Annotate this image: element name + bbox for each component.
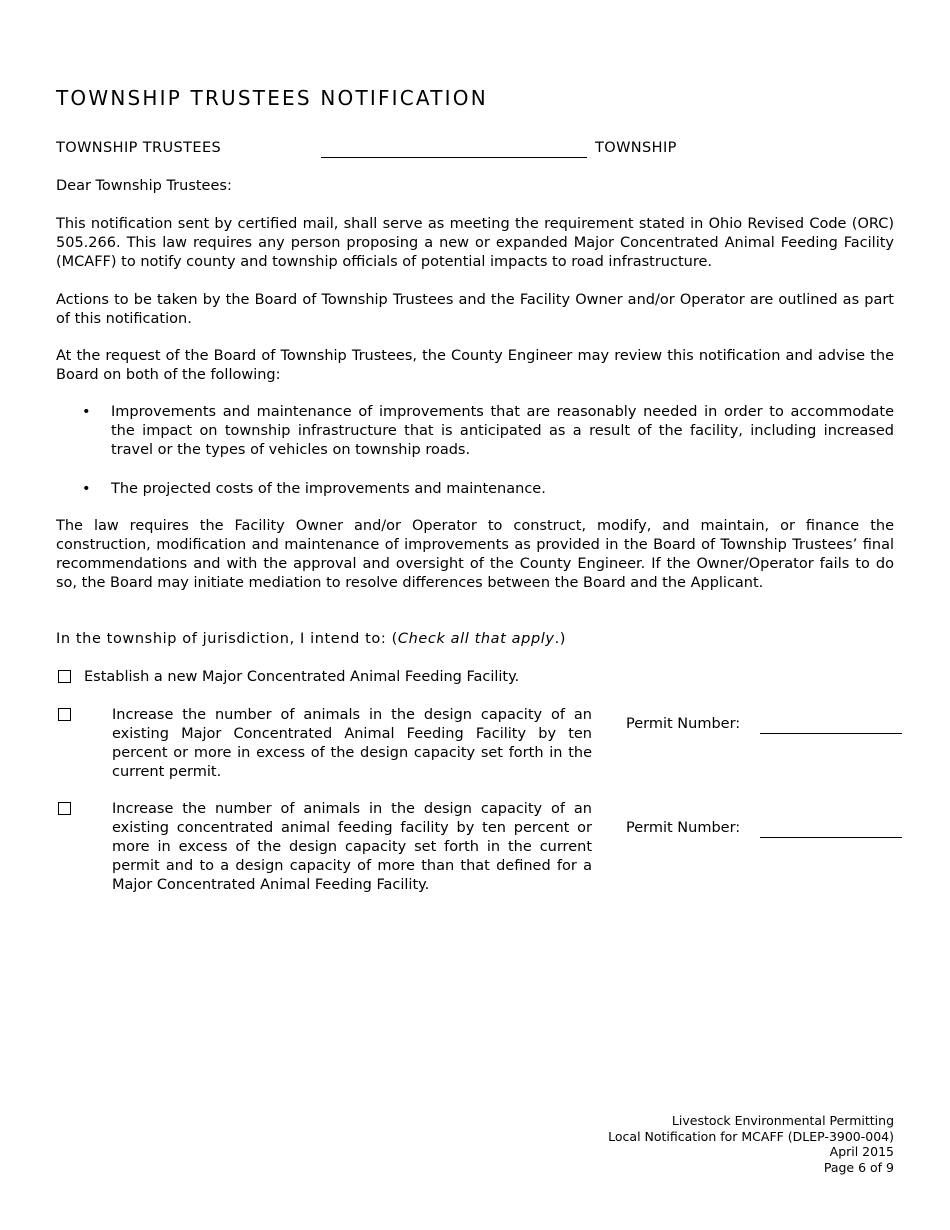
salutation: Dear Township Trustees: — [56, 178, 232, 194]
paragraph-actions: Actions to be taken by the Board of Township Trustees and the Facility Owner and/or Operator are outlined as part of this notification. — [56, 292, 894, 327]
footer-page-number: Page 6 of 9 — [823, 1159, 894, 1175]
township-label: TOWNSHIP — [595, 140, 677, 156]
intent-statement — [56, 630, 566, 649]
footer-program: Livestock Environmental Permitting — [671, 1113, 894, 1128]
bullet-icon: • — [82, 481, 91, 497]
checkbox-new-mcaff[interactable] — [58, 670, 71, 683]
intent-prefix: In the township of jurisdiction, I intend to: ( — [56, 631, 398, 647]
footer-date: April 2015 — [829, 1144, 894, 1159]
page-footer — [608, 1113, 894, 1175]
footer-form-name: Local Notification for MCAFF (DLEP-3900-004) — [608, 1128, 894, 1144]
intent-instruction: Check all that apply — [397, 631, 555, 647]
township-trustees-row — [56, 139, 896, 159]
checkbox-increase-mcaff[interactable] — [58, 708, 71, 721]
checkbox-increase-caff[interactable] — [58, 802, 71, 815]
bullet-text: Improvements and maintenance of improvements that are reasonably needed in order to accommodate the impact on township infrastructure that is anticipated as a result of the facility, including increased travel or the types of vehicles on township roads. — [111, 404, 894, 458]
permit-number-field[interactable] — [760, 733, 902, 734]
paragraph-county-engineer: At the request of the Board of Township Trustees, the County Engineer may review this notification and advise the Board on both of the following: — [56, 348, 894, 383]
intent-suffix: .) — [554, 631, 567, 647]
bullet-text: The projected costs of the improvements and maintenance. — [111, 481, 546, 497]
bullet-icon: • — [82, 404, 91, 420]
permit-number-label: Permit Number: — [626, 820, 741, 836]
permit-number-field[interactable] — [760, 837, 902, 838]
paragraph-orc-requirement: This notification sent by certified mail, shall serve as meeting the requirement stated in Ohio Revised Code (ORC) 505.266. This law requires any person proposing a new or expanded Major Concentrated Animal Feeding Facility (MCAFF) to notify county and township officials of potential impacts to road infrastructure. — [56, 216, 894, 270]
option-increase-mcaff-text: Increase the number of animals in the design capacity of an existing Major Concentrated Animal Feeding Facility by ten percent or more in excess of the design capacity set forth in the current permit. — [112, 707, 592, 780]
page-title: TOWNSHIP TRUSTEES NOTIFICATION — [56, 86, 488, 110]
paragraph-law-requirements: The law requires the Facility Owner and/or Operator to construct, modify, and maintain, or finance the construction, modification and maintenance of improvements as provided in the Board of Township Trustees’ final recommendations and with the approval and oversight of the County Engineer. If the Owner/Operator fails to do so, the Board may initiate mediation to resolve differences between the Board and the Applicant. — [56, 518, 894, 591]
township-trustees-label: TOWNSHIP TRUSTEES — [56, 140, 222, 156]
township-name-field[interactable] — [321, 157, 587, 158]
option-new-mcaff-text: Establish a new Major Concentrated Animal Feeding Facility. — [84, 669, 520, 685]
option-increase-caff-text: Increase the number of animals in the design capacity of an existing concentrated animal feeding facility by ten percent or more in excess of the design capacity set forth in the current permit and to a design capacity of more than that defined for a Major Concentrated Animal Feeding Facility. — [112, 801, 592, 893]
permit-number-label: Permit Number: — [626, 716, 741, 732]
